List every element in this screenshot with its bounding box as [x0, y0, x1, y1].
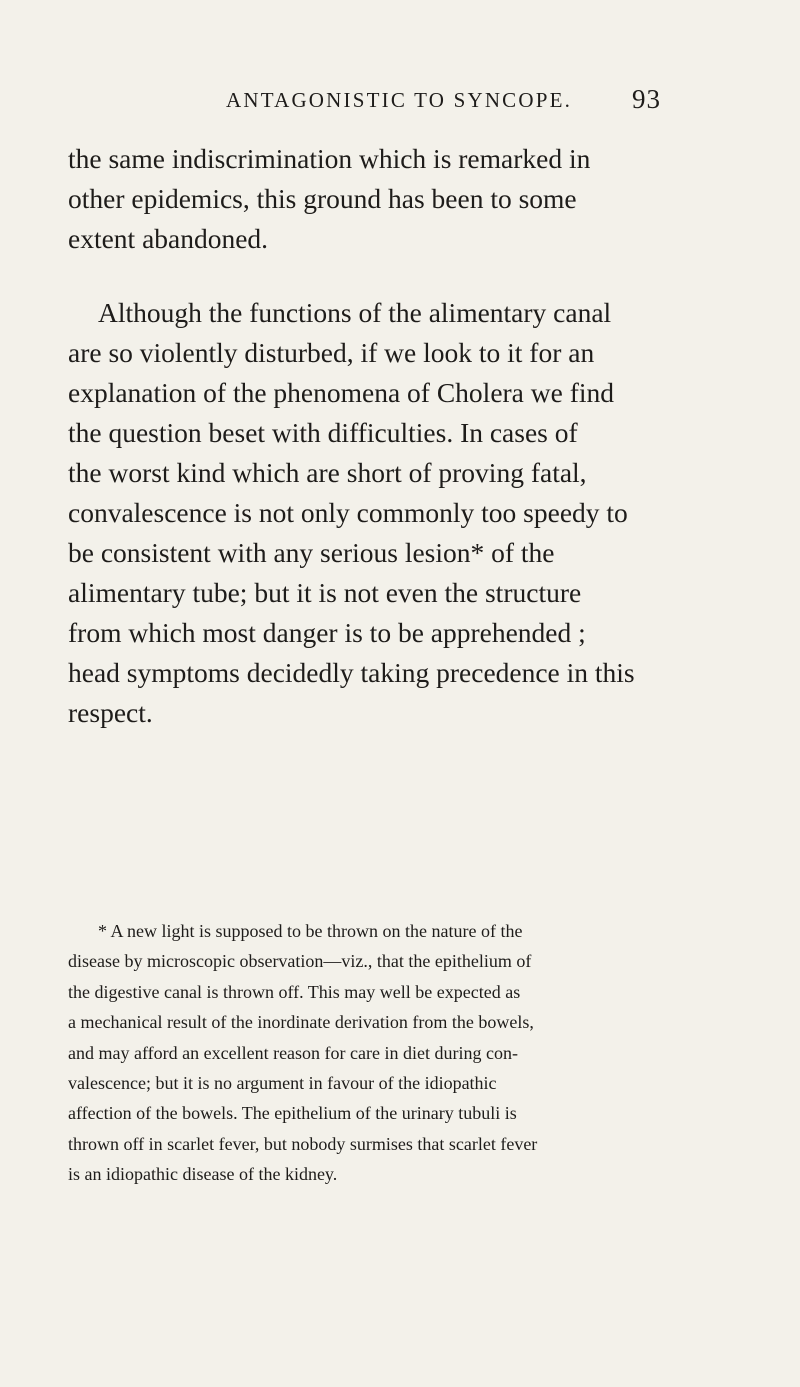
page-number: 93: [632, 84, 661, 114]
page-header: [0, 86, 800, 116]
running-title: ANTAGONISTIC TO SYNCOPE.: [226, 88, 573, 112]
paragraph-2: Although the functions of the alimentary canal are so violently disturbed, if we look to it for an explanation of the phenomena of Cholera we find the question beset with difficulties. In cases of the worst kind which are short of proving fatal, convalescence is not only commonly too speedy to be consistent with any serious lesion* of the alimentary tube; but it is not even the structure from which most danger is to be apprehended ; head symptoms decidedly taking precedence in this respect.: [68, 297, 635, 728]
footnote: * A new light is supposed to be thrown on the nature of the disease by microscopic observation—viz., that the epithelium of the digestive canal is thrown off. This may well be expected as a mechanical result of the inordinate derivation from the bowels, and may afford an excellent reason for care in diet during con- valescence; but it is no argument in favour of the idiopathic affection of the bowels. The epithelium of the urinary tubuli is thrown off in scarlet fever, but nobody surmises that scarlet fever is an idiopathic disease of the kidney.: [68, 921, 538, 1185]
paragraph-1: the same indiscrimination which is remarked in other epidemics, this ground has been to some extent abandoned.: [68, 143, 591, 254]
main-text: [68, 139, 696, 733]
